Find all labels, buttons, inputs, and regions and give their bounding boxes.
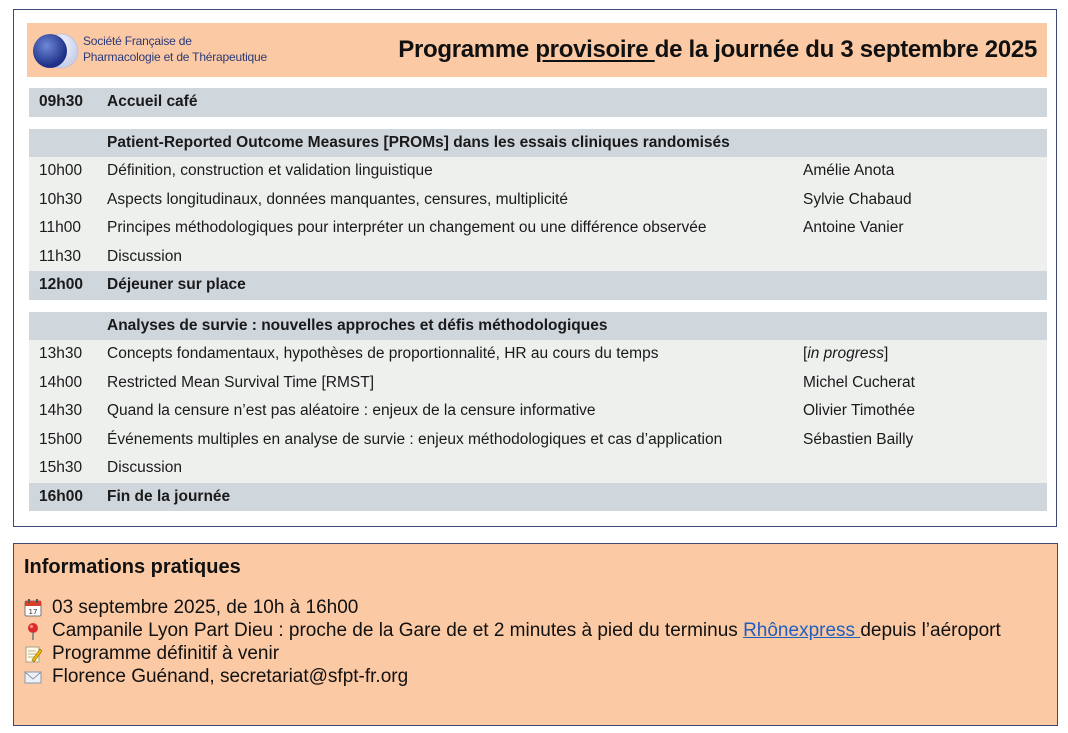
row-title: Discussion — [107, 247, 182, 265]
sfpt-logo — [31, 29, 271, 73]
info-lines — [24, 596, 1044, 688]
session-header-row — [29, 312, 1047, 341]
row-speaker: Antoine Vanier — [803, 219, 904, 237]
break-row — [29, 271, 1047, 300]
row-title: Analyses de survie : nouvelles approches et défis méthodologiques — [107, 316, 608, 334]
row-speaker: Olivier Timothée — [803, 402, 915, 420]
info-title: Informations pratiques — [24, 556, 241, 578]
place-text — [52, 619, 1044, 642]
row-title: Principes méthodologiques pour interpréter un changement ou une différence observée — [107, 219, 707, 237]
info-contact — [24, 665, 1044, 688]
row-time: 13h30 — [39, 345, 83, 363]
row-speaker — [803, 345, 1047, 363]
row-time: 14h00 — [39, 373, 83, 391]
calendar-icon — [24, 596, 52, 617]
schedule-row — [29, 454, 1047, 483]
program-text: Programme définitif à venir — [52, 643, 280, 664]
title-part1: Programme — [398, 36, 536, 63]
info-date — [24, 596, 1044, 619]
row-time: 10h00 — [39, 162, 83, 180]
pin-icon — [24, 619, 52, 640]
row-time: 12h00 — [39, 276, 83, 294]
speaker-bracket-open: [ — [803, 345, 808, 363]
row-speaker: Sylvie Chabaud — [803, 190, 912, 208]
page-title — [398, 36, 1037, 64]
practical-info-box — [13, 543, 1058, 726]
row-speaker: Sébastien Bailly — [803, 430, 914, 448]
row-title: Quand la censure n’est pas aléatoire : enjeux de la censure informative — [107, 402, 596, 420]
row-time: 10h30 — [39, 190, 83, 208]
svg-text:17: 17 — [28, 608, 38, 616]
schedule-row — [29, 397, 1047, 426]
row-title: Déjeuner sur place — [107, 276, 246, 294]
schedule-table — [29, 88, 1047, 511]
row-time: 11h00 — [39, 219, 81, 237]
row-time: 15h00 — [39, 430, 83, 448]
row-time: 14h30 — [39, 402, 83, 420]
logo-line2: Pharmacologie et de Thérapeutique — [83, 50, 267, 64]
speaker-status: in progress — [807, 345, 884, 363]
row-title: Événements multiples en analyse de survie : enjeux méthodologiques et cas d’application — [107, 430, 723, 448]
logo-line1: Société Française de — [83, 34, 192, 48]
program-box — [13, 9, 1057, 527]
row-spacer — [29, 300, 1047, 312]
row-time: 16h00 — [39, 487, 83, 505]
row-title: Concepts fondamentaux, hypothèses de proportionnalité, HR au cours du temps — [107, 345, 659, 363]
info-program — [24, 642, 1044, 665]
logo-text — [83, 33, 267, 65]
schedule-row — [29, 340, 1047, 369]
session-header-row — [29, 129, 1047, 158]
info-place — [24, 619, 1044, 642]
row-title: Discussion — [107, 459, 182, 477]
row-spacer — [29, 117, 1047, 129]
header-band — [27, 23, 1047, 77]
place-text-after: depuis l’aéroport — [860, 620, 1001, 641]
row-title: Définition, construction et validation linguistique — [107, 162, 433, 180]
title-underlined: provisoire — [535, 36, 655, 63]
break-row — [29, 88, 1047, 117]
row-title: Fin de la journée — [107, 487, 231, 505]
row-title: Patient-Reported Outcome Measures [PROMs] dans les essais cliniques randomisés — [107, 133, 730, 151]
schedule-row — [29, 243, 1047, 272]
schedule-row — [29, 186, 1047, 215]
logo-mark-icon — [31, 31, 83, 71]
schedule-row — [29, 214, 1047, 243]
row-title: Accueil café — [107, 93, 198, 111]
speaker-bracket-close: ] — [884, 345, 889, 363]
row-time: 15h30 — [39, 459, 83, 477]
place-text-before: Campanile Lyon Part Dieu : proche de la Gare de et 2 minutes à pied du terminus — [52, 620, 744, 641]
row-title: Aspects longitudinaux, données manquantes, censures, multiplicité — [107, 190, 568, 208]
row-time: 09h30 — [39, 93, 83, 111]
date-text: 03 septembre 2025, de 10h à 16h00 — [52, 597, 359, 618]
row-speaker: Amélie Anota — [803, 162, 895, 180]
memo-icon — [24, 642, 52, 663]
row-speaker: Michel Cucherat — [803, 373, 915, 391]
schedule-row — [29, 369, 1047, 398]
envelope-icon — [24, 665, 52, 686]
contact-text: Florence Guénand, secretariat@sfpt-fr.org — [52, 666, 409, 687]
rhonexpress-link[interactable]: Rhônexpress — [743, 620, 861, 641]
schedule-row — [29, 426, 1047, 455]
break-row — [29, 483, 1047, 512]
row-title: Restricted Mean Survival Time [RMST] — [107, 373, 375, 391]
title-part2: de la journée du 3 septembre 2025 — [654, 36, 1037, 63]
schedule-row — [29, 157, 1047, 186]
row-time: 11h30 — [39, 247, 81, 265]
